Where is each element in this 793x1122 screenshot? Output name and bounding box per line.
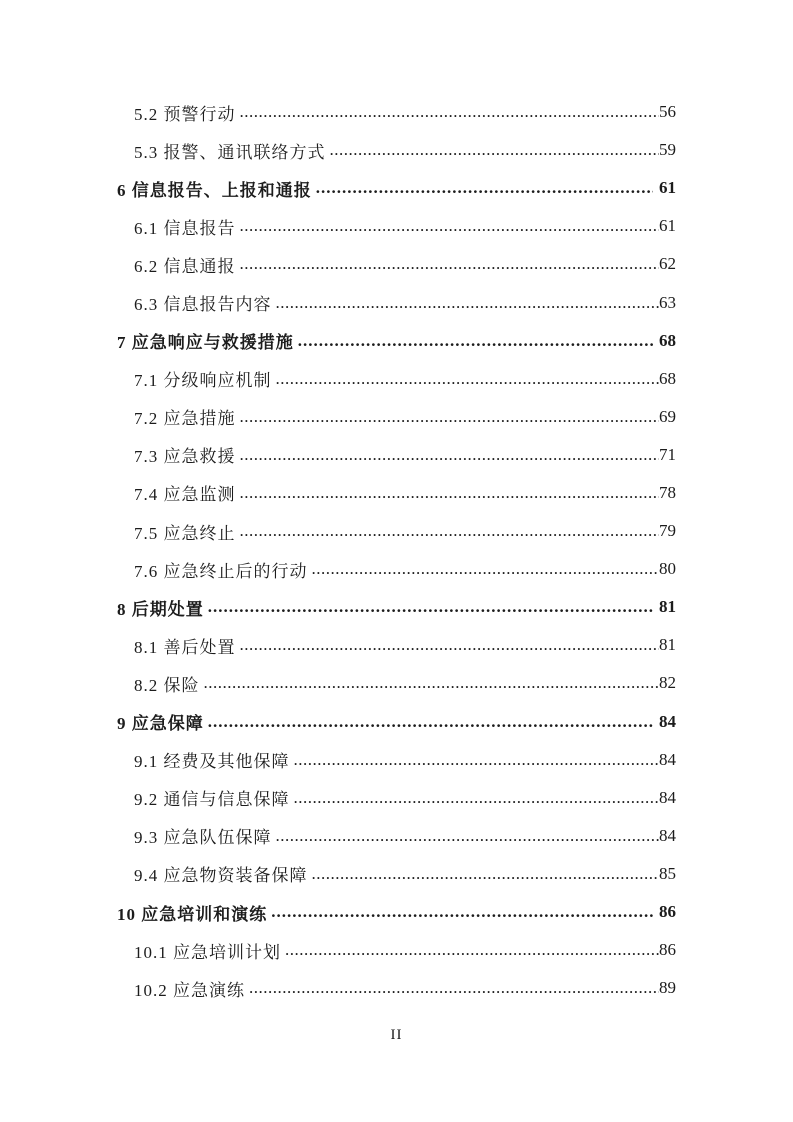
toc-leader-dots: [208, 596, 653, 618]
toc-leader-dots: [240, 253, 660, 275]
toc-entry-title: 9 应急保障: [117, 714, 204, 734]
toc-leader-dots: [240, 101, 660, 123]
toc-entry-page: 81: [659, 597, 676, 617]
toc-leader-dots: [240, 444, 660, 466]
toc-entry[interactable]: [117, 969, 676, 1007]
toc-entry[interactable]: [117, 550, 676, 588]
toc-entry-title: 7.6 应急终止后的行动: [134, 561, 308, 581]
toc-entry[interactable]: [117, 245, 676, 283]
toc-leader-dots: [240, 482, 660, 504]
toc-entry-page: 84: [659, 787, 676, 807]
toc-entry-page: 71: [659, 444, 676, 464]
toc-entry[interactable]: [117, 283, 676, 321]
toc-entry-page: 68: [659, 330, 676, 350]
toc-entry-title: 6 信息报告、上报和通报: [117, 180, 312, 200]
toc-entry-title: 6.3 信息报告内容: [134, 295, 272, 315]
toc-entry-page: 84: [659, 749, 676, 769]
table-of-contents: [117, 93, 676, 1007]
toc-entry-page: 86: [659, 940, 676, 960]
toc-entry-title: 6.2 信息通报: [134, 256, 236, 276]
toc-entry-title: 9.3 应急队伍保障: [134, 828, 272, 848]
toc-entry[interactable]: [117, 93, 676, 131]
toc-entry[interactable]: [117, 474, 676, 512]
toc-leader-dots: [271, 901, 653, 923]
toc-leader-dots: [276, 825, 660, 847]
toc-entry-title: 7.5 应急终止: [134, 523, 236, 543]
toc-entry-title: 8.1 善后处置: [134, 637, 236, 657]
toc-leader-dots: [249, 977, 659, 999]
toc-entry-page: 84: [659, 711, 676, 731]
toc-entry[interactable]: [117, 436, 676, 474]
toc-entry-page: 80: [659, 559, 676, 579]
toc-entry[interactable]: [117, 512, 676, 550]
toc-entry-page: 62: [659, 254, 676, 274]
toc-entry-title: 7.2 应急措施: [134, 409, 236, 429]
toc-entry-page: 79: [659, 521, 676, 541]
toc-entry[interactable]: [117, 817, 676, 855]
toc-entry-title: 8 后期处置: [117, 599, 204, 619]
toc-entry[interactable]: [117, 703, 676, 741]
toc-leader-dots: [312, 863, 660, 885]
toc-entry-page: 56: [659, 102, 676, 122]
toc-entry[interactable]: [117, 779, 676, 817]
toc-entry-title: 7 应急响应与救援措施: [117, 333, 294, 353]
toc-leader-dots: [208, 711, 653, 733]
toc-leader-dots: [240, 406, 660, 428]
toc-entry[interactable]: [117, 664, 676, 702]
toc-leader-dots: [294, 787, 660, 809]
toc-leader-dots: [298, 330, 653, 352]
toc-entry-title: 5.2 预警行动: [134, 104, 236, 124]
toc-entry-title: 9.4 应急物资装备保障: [134, 866, 308, 886]
toc-leader-dots: [240, 215, 660, 237]
toc-entry[interactable]: [117, 588, 676, 626]
toc-entry-title: 5.3 报警、通讯联络方式: [134, 142, 326, 162]
toc-leader-dots: [312, 558, 660, 580]
toc-entry-title: 10.2 应急演练: [134, 980, 245, 1000]
toc-entry-page: 85: [659, 863, 676, 883]
toc-entry-page: 86: [659, 902, 676, 922]
toc-entry[interactable]: [117, 398, 676, 436]
toc-entry-title: 6.1 信息报告: [134, 218, 236, 238]
toc-entry-title: 9.1 经费及其他保障: [134, 752, 290, 772]
toc-entry[interactable]: [117, 322, 676, 360]
toc-entry-page: 59: [659, 140, 676, 160]
toc-entry[interactable]: [117, 741, 676, 779]
toc-entry-page: 84: [659, 825, 676, 845]
toc-entry-title: 10 应急培训和演练: [117, 904, 268, 924]
toc-entry-title: 10.1 应急培训计划: [134, 942, 281, 962]
toc-entry-title: 7.1 分级响应机制: [134, 371, 272, 391]
toc-entry-page: 89: [659, 978, 676, 998]
page-footer-number: II: [390, 1027, 403, 1043]
toc-entry-title: 9.2 通信与信息保障: [134, 790, 290, 810]
toc-entry[interactable]: [117, 131, 676, 169]
toc-leader-dots: [276, 292, 660, 314]
toc-leader-dots: [330, 139, 660, 161]
toc-entry-title: 8.2 保险: [134, 675, 200, 695]
toc-entry-page: 61: [659, 216, 676, 236]
toc-entry[interactable]: [117, 855, 676, 893]
toc-entry-title: 7.3 应急救援: [134, 447, 236, 467]
toc-entry-page: 68: [659, 368, 676, 388]
toc-entry-page: 69: [659, 406, 676, 426]
toc-entry-page: 81: [659, 635, 676, 655]
toc-leader-dots: [316, 177, 653, 199]
toc-entry[interactable]: [117, 893, 676, 931]
toc-entry[interactable]: [117, 360, 676, 398]
toc-leader-dots: [204, 672, 660, 694]
toc-entry-page: 82: [659, 673, 676, 693]
toc-entry[interactable]: [117, 169, 676, 207]
toc-entry-title: 7.4 应急监测: [134, 485, 236, 505]
toc-leader-dots: [294, 749, 660, 771]
toc-leader-dots: [240, 520, 660, 542]
toc-entry-page: 61: [659, 178, 676, 198]
toc-entry[interactable]: [117, 626, 676, 664]
toc-leader-dots: [285, 939, 659, 961]
toc-entry-page: 63: [659, 292, 676, 312]
toc-leader-dots: [240, 634, 660, 656]
toc-entry[interactable]: [117, 931, 676, 969]
toc-entry-page: 78: [659, 482, 676, 502]
toc-entry[interactable]: [117, 207, 676, 245]
toc-leader-dots: [276, 368, 660, 390]
